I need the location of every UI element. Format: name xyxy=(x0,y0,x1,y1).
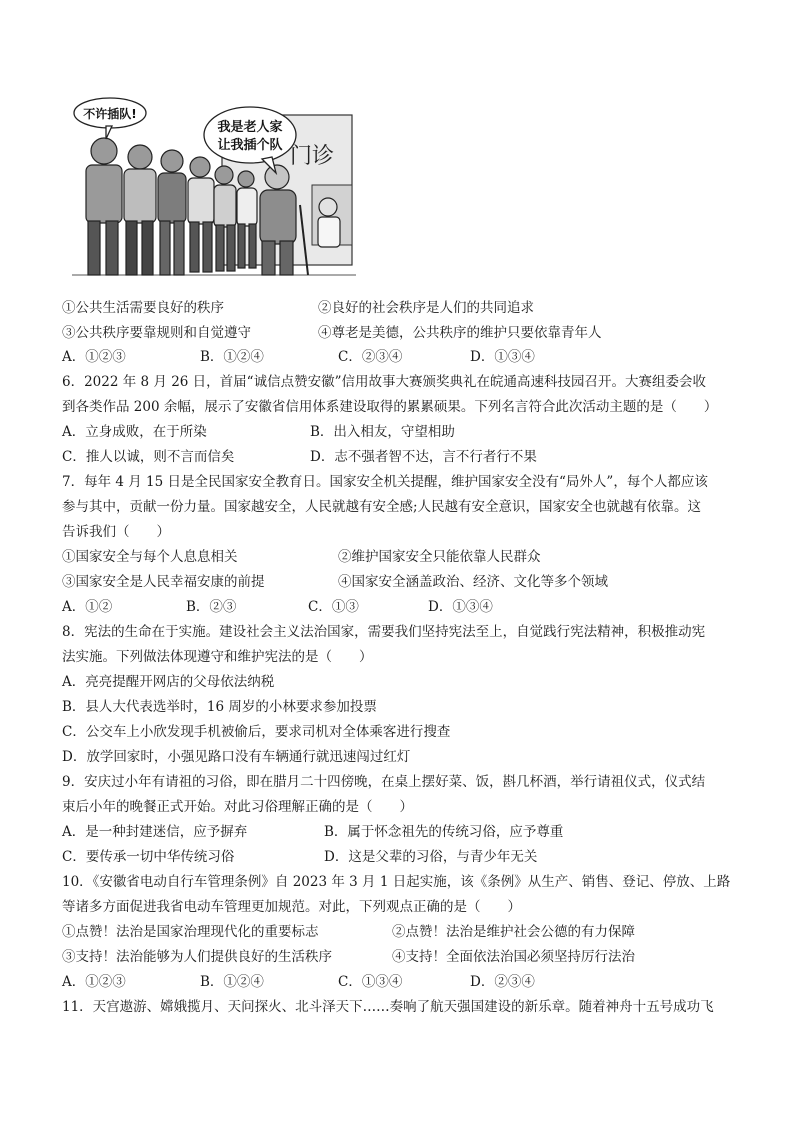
q5-option-3: ③公共秩序要靠规则和自觉遵守 xyxy=(62,325,251,341)
q5-option-2: ②良好的社会秩序是人们的共同追求 xyxy=(318,300,534,316)
q7-option-3: ③国家安全是人民幸福安康的前提 xyxy=(62,574,265,590)
q5-option-4: ④尊老是美德，公共秩序的维护只要依靠青年人 xyxy=(318,325,602,341)
q9-choice-a: A．是一种封建迷信，应予摒弃 xyxy=(62,824,248,840)
q7-option-2: ②维护国家安全只能依靠人民群众 xyxy=(338,549,541,565)
bubble-left-text: 不许插队! xyxy=(83,107,137,121)
q5-choice-b: B．①②④ xyxy=(200,349,264,365)
q10-option-1: ①点赞！法治是国家治理现代化的重要标志 xyxy=(62,924,319,940)
q7-choice-c: C．①③ xyxy=(308,599,359,615)
q10-option-3: ③支持！法治能够为人们提供良好的生活秩序 xyxy=(62,949,332,965)
q6-choice-d: D．志不强者智不达，言不行者行不果 xyxy=(310,449,537,465)
q10-choice-a: A．①②③ xyxy=(62,974,126,990)
q6-choice-b: B．出入相友，守望相助 xyxy=(310,424,455,440)
q7-option-4: ④国家安全涵盖政治、经济、文化等多个领域 xyxy=(338,574,608,590)
q6-choice-c: C．推人以诚，则不言而信矣 xyxy=(62,449,235,465)
q10-choice-b: B．①②④ xyxy=(200,974,264,990)
q9-choice-d: D．这是父辈的习俗，与青少年无关 xyxy=(324,849,538,865)
q10-stem-line-2: 等诸多方面促进我省电动车管理更加规范。对此，下列观点正确的是（ ） xyxy=(62,899,521,915)
q8-choice-a: A．亮亮提醒开网店的父母依法纳税 xyxy=(62,674,275,690)
q9-choice-c: C．要传承一切中华传统习俗 xyxy=(62,849,235,865)
q8-choice-c: C．公交车上小欣发现手机被偷后，要求司机对全体乘客进行搜查 xyxy=(62,724,451,740)
q5-choice-d: D．①③④ xyxy=(470,349,535,365)
q10-option-2: ②点赞！法治是维护社会公德的有力保障 xyxy=(392,924,635,940)
q10-choice-c: C．①③④ xyxy=(338,974,403,990)
q8-stem-line-1: 8．宪法的生命在于实施。建设社会主义法治国家，需要我们坚持宪法至上，自觉践行宪法精神，积极推动宪 xyxy=(62,624,706,640)
clinic-sign-text: 门诊 xyxy=(290,144,335,169)
q11-stem-line-1: 11．天宫遨游、嫦娥揽月、天问探火、北斗泽天下……奏响了航天强国建设的新乐章。随着神舟十五号成功飞 xyxy=(62,999,714,1015)
q7-option-1: ①国家安全与每个人息息相关 xyxy=(62,549,238,565)
q7-stem-line-1: 7．每年 4 月 15 日是全民国家安全教育日。国家安全机关提醒，维护国家安全没有“局外人”，每个人都应该 xyxy=(62,474,708,490)
q10-option-4: ④支持！全面依法治国必须坚持厉行法治 xyxy=(392,949,635,965)
q6-stem-line-2: 到各类作品 200 余幅，展示了安徽省信用体系建设取得的累累硕果。下列名言符合此次活动主题的是（ ） xyxy=(62,399,718,415)
q9-stem-line-2: 束后小年的晚餐正式开始。对此习俗理解正确的是（ ） xyxy=(62,799,413,815)
q7-choice-a: A．①② xyxy=(62,599,113,615)
q9-stem-line-1: 9．安庆过小年有请祖的习俗，即在腊月二十四傍晚，在桌上摆好菜、饭，斟几杯酒，举行请祖仪式，仪式结 xyxy=(62,774,706,790)
queue-cartoon-illustration xyxy=(72,95,356,285)
q8-choice-d: D．放学回家时，小强见路口没有车辆通行就迅速闯过红灯 xyxy=(62,749,411,765)
q10-stem-line-1: 10．《安徽省电动自行车管理条例》自 2023 年 3 月 1 日起实施，该《条例》从生产、销售、登记、停放、上路 xyxy=(62,874,731,890)
q8-stem-line-2: 法实施。下列做法体现遵守和维护宪法的是（ ） xyxy=(62,649,373,665)
q10-choice-d: D．②③④ xyxy=(470,974,535,990)
bubble-right-line2: 让我插个队 xyxy=(217,138,283,153)
q7-stem-line-3: 告诉我们（ ） xyxy=(62,524,170,540)
q7-choice-b: B．②③ xyxy=(186,599,237,615)
q5-choice-c: C．②③④ xyxy=(338,349,403,365)
q5-option-1: ①公共生活需要良好的秩序 xyxy=(62,300,224,316)
q5-choice-a: A．①②③ xyxy=(62,349,126,365)
q8-choice-b: B．县人大代表选举时，16 周岁的小林要求参加投票 xyxy=(62,699,377,715)
q6-choice-a: A．立身成败，在于所染 xyxy=(62,424,207,440)
q9-choice-b: B．属于怀念祖先的传统习俗，应予尊重 xyxy=(324,824,564,840)
bubble-right-line1: 我是老人家 xyxy=(217,120,283,135)
q7-stem-line-2: 参与其中，贡献一份力量。国家越安全，人民就越有安全感;人民越有安全意识，国家安全也就越有依靠。这 xyxy=(62,499,702,515)
q6-stem-line-1: 6．2022 年 8 月 26 日，首届“诚信点赞安徽”信用故事大赛颁奖典礼在皖通高速科技园召开。大赛组委会收 xyxy=(62,374,706,390)
q7-choice-d: D．①③④ xyxy=(428,599,493,615)
